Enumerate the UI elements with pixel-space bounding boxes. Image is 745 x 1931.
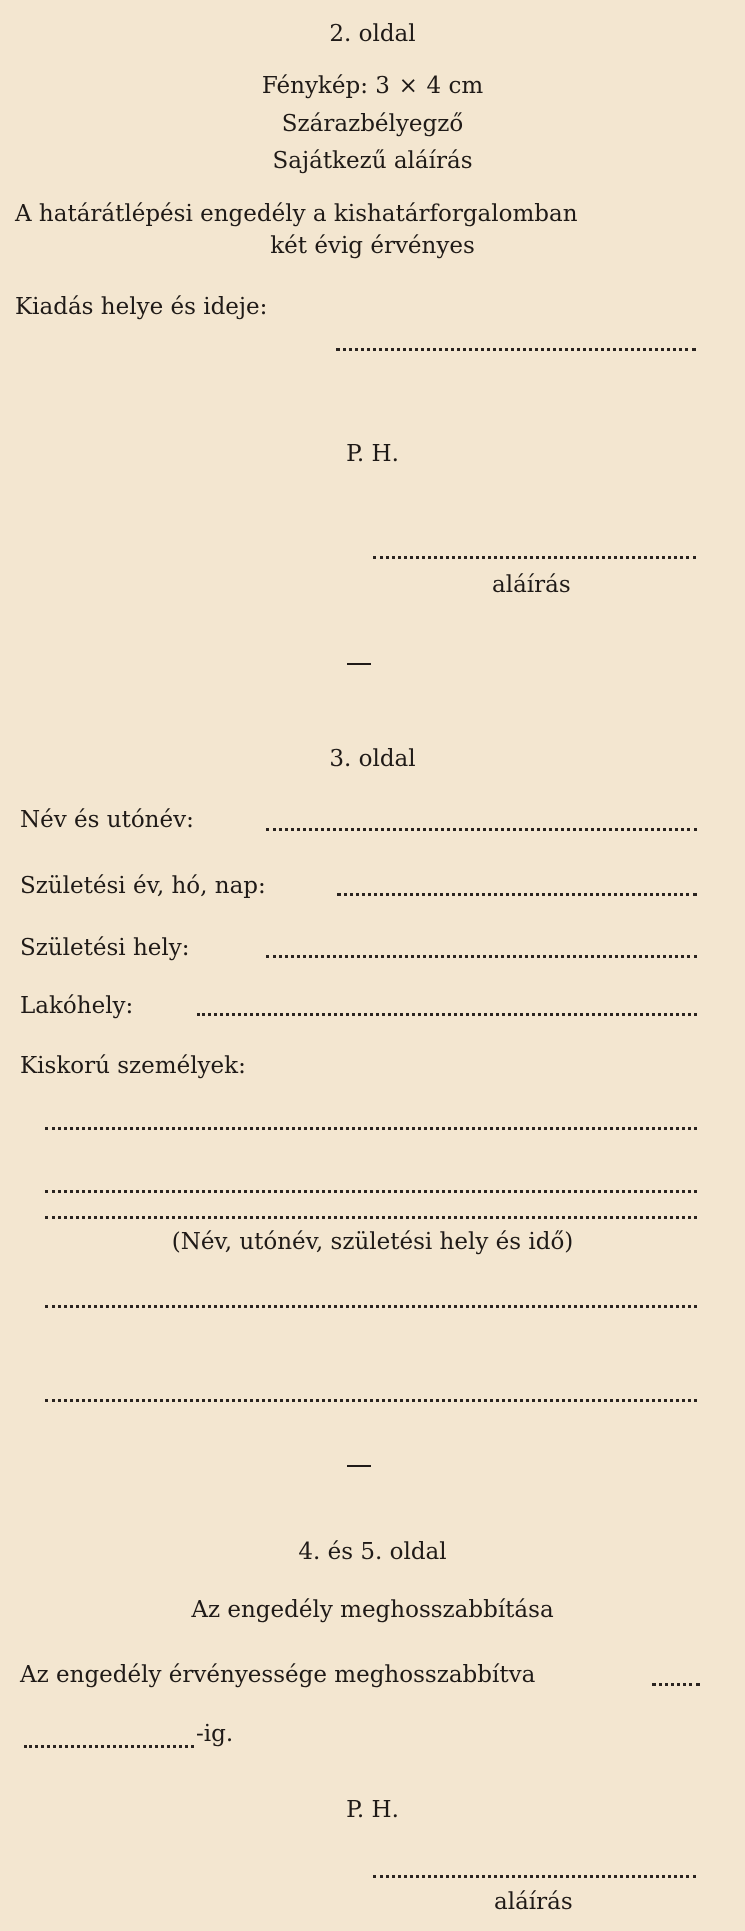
field-residence-label: Lakóhely: (20, 993, 134, 1019)
extension-line-1[interactable] (652, 1683, 700, 1686)
field-birthdate-label: Születési év, hó, nap: (20, 873, 266, 899)
page2-signature-line[interactable] (373, 556, 696, 559)
minors-caption: (Név, utónév, születési hely és idő) (171, 1229, 574, 1255)
page2-signature-label: aláírás (492, 572, 571, 598)
field-birthdate-line[interactable] (337, 893, 697, 896)
photo-size-line (0, 72, 745, 100)
page2-heading: 2. oldal (329, 21, 416, 47)
own-signature-label: Sajátkezű aláírás (272, 148, 473, 174)
dry-stamp-label: Szárazbélyegző (281, 111, 464, 137)
page3-separator (347, 1465, 371, 1467)
minors-line-4[interactable] (45, 1305, 697, 1308)
extension-until-line[interactable] (24, 1745, 194, 1748)
photo-prefix: Fénykép: 3 (261, 73, 390, 99)
photo-suffix: 4 cm (426, 73, 484, 99)
page45-ph-label: P. H. (346, 1797, 399, 1823)
extension-title: Az engedély meghosszabbítása (191, 1597, 554, 1623)
minors-line-2[interactable] (45, 1190, 697, 1193)
field-minors-label: Kiskorú személyek: (20, 1053, 246, 1079)
minors-line-1[interactable] (45, 1127, 697, 1130)
validity-line-1: A határátlépési engedély a kishatárforgalomban (15, 201, 578, 227)
validity-line-2: két évig érvényes (270, 233, 475, 259)
field-name-label: Név és utónév: (20, 807, 194, 833)
page45-signature-line[interactable] (373, 1875, 696, 1878)
field-residence-line[interactable] (197, 1013, 697, 1016)
page45-signature-label: aláírás (494, 1889, 573, 1915)
minors-line-3[interactable] (45, 1216, 697, 1219)
page45-heading: 4. és 5. oldal (298, 1539, 447, 1565)
multiply-icon: × (398, 73, 418, 99)
issue-place-date-line[interactable] (336, 348, 696, 351)
page3-heading: 3. oldal (329, 746, 416, 772)
extension-until-suffix: -ig. (196, 1721, 234, 1747)
page2-ph-label: P. H. (346, 441, 399, 467)
issue-place-date-label: Kiadás helye és ideje: (15, 294, 268, 320)
field-name-line[interactable] (266, 828, 697, 831)
page2-separator (347, 663, 371, 665)
field-birthplace-line[interactable] (266, 955, 697, 958)
extension-text: Az engedély érvényessége meghosszabbítva (20, 1662, 536, 1688)
field-birthplace-label: Születési hely: (20, 935, 190, 961)
minors-line-5[interactable] (45, 1399, 697, 1402)
